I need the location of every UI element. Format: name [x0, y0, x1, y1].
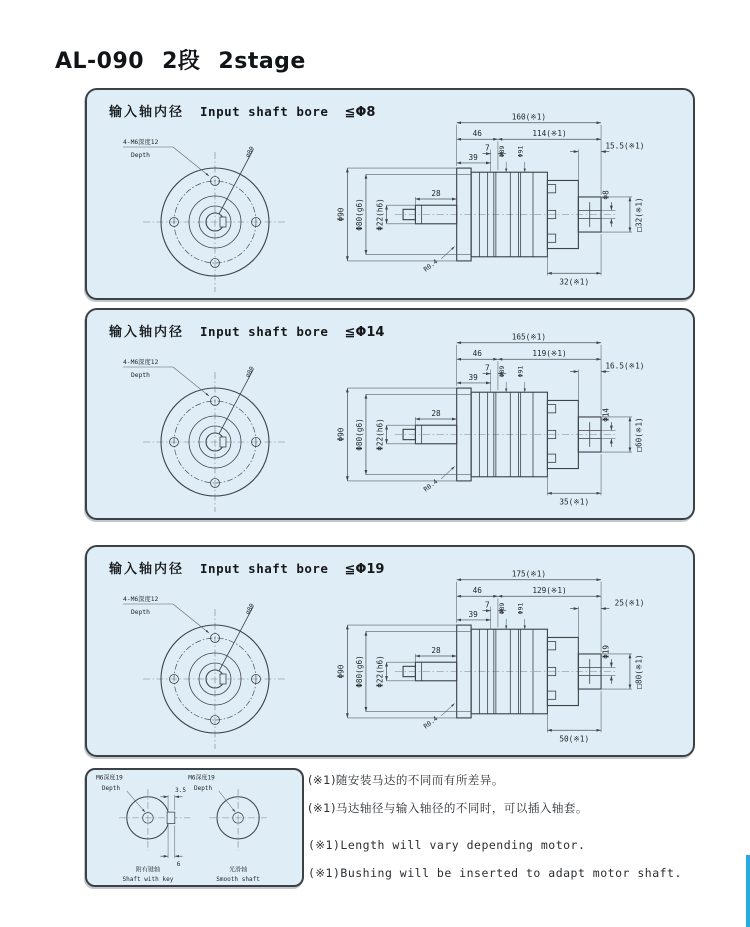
dim-step-7: 7 [485, 363, 490, 373]
caption-cn: 光滑轴 [229, 866, 248, 874]
dim-output-shaft-dia: Φ22(h6) [375, 198, 385, 231]
dim-front-length: 46 [472, 349, 482, 359]
dim-key-top: 3.5 [175, 786, 186, 794]
dim-output-shaft-dia: Φ22(h6) [375, 418, 385, 451]
dim-overall-length: 165(※1) [511, 332, 547, 342]
bolt-pattern-label: 4-M6深度12 [123, 139, 159, 146]
dim-adapter-depth: 16.5(※1) [605, 361, 645, 371]
dim-step-39: 39 [468, 372, 478, 382]
dim-spigot-dia: Φ80(g6) [354, 198, 364, 231]
dim-motor-flange-square: □80(※1) [634, 654, 644, 689]
dim-body-dia: Φ90 [336, 427, 346, 442]
tap-label: M6深度19 [188, 774, 215, 782]
dimension-lines [336, 113, 644, 287]
stage-label-en: 2stage [218, 49, 306, 74]
panel-bore-8 [85, 88, 695, 300]
tap-depth-label: Depth [193, 785, 213, 793]
front-annotations [123, 594, 256, 633]
bolt-pattern-label: 4-M6深度12 [123, 359, 159, 366]
footnote-cn-2: (※1)马达轴径与输入轴径的不同时，可以插入轴套。 [308, 801, 588, 815]
shaft-sections-drawing [92, 768, 294, 885]
panel-header-cn: 输入轴内径 [109, 325, 185, 340]
shaft-type-panel [85, 768, 304, 887]
caption-en: Smooth shaft [216, 876, 260, 884]
panel-bore-19 [85, 545, 695, 757]
stage-label-cn: 2段 [162, 49, 201, 74]
key-section [167, 812, 175, 824]
keyway-notch [220, 437, 226, 447]
dim-ring-dia-b: Φ91 [516, 145, 525, 158]
dim-shaft-length: 28 [431, 408, 441, 418]
front-view-drawing [115, 344, 311, 516]
dim-fillet-radius: R0.4 [422, 714, 440, 731]
dim-body-dia: Φ90 [336, 207, 346, 222]
model-number: AL-090 [55, 49, 145, 74]
dim-step-7: 7 [485, 600, 490, 610]
dim-input-bore: Φ14 [601, 407, 611, 422]
dim-key-width: 6 [176, 860, 181, 868]
dimension-lines [336, 333, 644, 507]
front-annotations [123, 357, 256, 396]
front-view-drawing [115, 581, 311, 753]
dim-adapter-length: 50(※1) [559, 734, 590, 744]
dim-overall-length: 160(※1) [511, 112, 547, 122]
dim-input-bore: Φ19 [601, 644, 611, 659]
front-view-drawing [115, 124, 311, 296]
dim-input-bore: Φ8 [601, 190, 611, 200]
bolt-depth-label: Depth [131, 372, 150, 379]
dimension-lines [336, 570, 644, 744]
dim-step-39: 39 [468, 609, 478, 619]
dim-step-7: 7 [485, 143, 490, 153]
front-annotations [123, 137, 256, 176]
side-view-drawing [335, 106, 665, 290]
dim-fillet-radius: R0.4 [422, 257, 440, 274]
dim-motor-flange-square: □32(※1) [634, 197, 644, 232]
bolt-pattern-label: 4-M6深度12 [123, 596, 159, 603]
bolt-circle-dia-label: ∅80 [244, 145, 257, 159]
dim-shaft-length: 28 [431, 188, 441, 198]
side-view-drawing [335, 326, 665, 510]
keyway-notch [220, 217, 226, 227]
dim-rear-length: 114(※1) [532, 129, 567, 139]
dim-adapter-depth: 25(※1) [614, 598, 645, 608]
dim-ring-dia-a: Φ89 [498, 602, 507, 615]
dim-shaft-length: 28 [431, 645, 441, 655]
panel-header-bore: ≦Φ8 [344, 105, 376, 120]
panel-header-en: Input shaft bore [200, 324, 329, 339]
shaft-with-key-section [96, 774, 190, 884]
dim-overall-length: 175(※1) [511, 569, 547, 579]
panel-header-cn: 输入轴内径 [109, 105, 185, 120]
dim-ring-dia-a: Φ89 [498, 365, 507, 378]
dim-front-length: 46 [472, 129, 482, 139]
footnote-en-2: (※1)Bushing will be inserted to adapt motor shaft. [308, 866, 682, 880]
dim-step-39: 39 [468, 152, 478, 162]
bolt-circle-dia-label: ∅80 [244, 602, 257, 616]
dim-ring-dia-b: Φ91 [516, 365, 525, 378]
panel-bore-14 [85, 308, 695, 520]
dim-fillet-radius: R0.4 [422, 477, 440, 494]
panel-header-cn: 输入轴内径 [109, 562, 185, 577]
bolt-circle-dia-label: ∅80 [244, 365, 257, 379]
caption-en: Shaft with key [122, 876, 174, 884]
bolt-depth-label: Depth [131, 152, 150, 159]
centerlines [143, 370, 287, 512]
panel-header-bore: ≦Φ14 [344, 325, 385, 340]
dim-spigot-dia: Φ80(g6) [354, 418, 364, 451]
dim-adapter-length: 32(※1) [559, 277, 590, 287]
page-edge-accent [746, 855, 750, 927]
dim-adapter-depth: 15.5(※1) [605, 141, 645, 151]
dim-adapter-length: 35(※1) [559, 497, 590, 507]
dim-output-shaft-dia: Φ22(h6) [375, 655, 385, 688]
page-title [55, 44, 324, 75]
centerlines [143, 607, 287, 749]
dim-rear-length: 119(※1) [532, 349, 567, 359]
side-view-drawing [335, 563, 665, 747]
dim-ring-dia-a: Φ89 [498, 145, 507, 158]
dim-spigot-dia: Φ80(g6) [354, 655, 364, 688]
dim-body-dia: Φ90 [336, 664, 346, 679]
dim-motor-flange-square: □60(※1) [634, 417, 644, 452]
keyway-notch [220, 674, 226, 684]
centerlines [143, 150, 287, 292]
footnote-en-1: (※1)Length will vary depending motor. [308, 838, 586, 852]
bolt-depth-label: Depth [131, 609, 150, 616]
panel-header-en: Input shaft bore [200, 561, 329, 576]
caption-cn: 附有键轴 [135, 866, 160, 874]
footnote-cn-1: (※1)随安装马达的不同而有所差异。 [308, 773, 504, 787]
smooth-shaft-section [188, 774, 267, 884]
dim-ring-dia-b: Φ91 [516, 602, 525, 615]
tap-label: M6深度19 [96, 774, 123, 782]
tap-depth-label: Depth [101, 785, 121, 793]
dim-rear-length: 129(※1) [532, 586, 567, 596]
panel-header-bore: ≦Φ19 [344, 562, 385, 577]
dim-front-length: 46 [472, 586, 482, 596]
panel-header-en: Input shaft bore [200, 104, 329, 119]
